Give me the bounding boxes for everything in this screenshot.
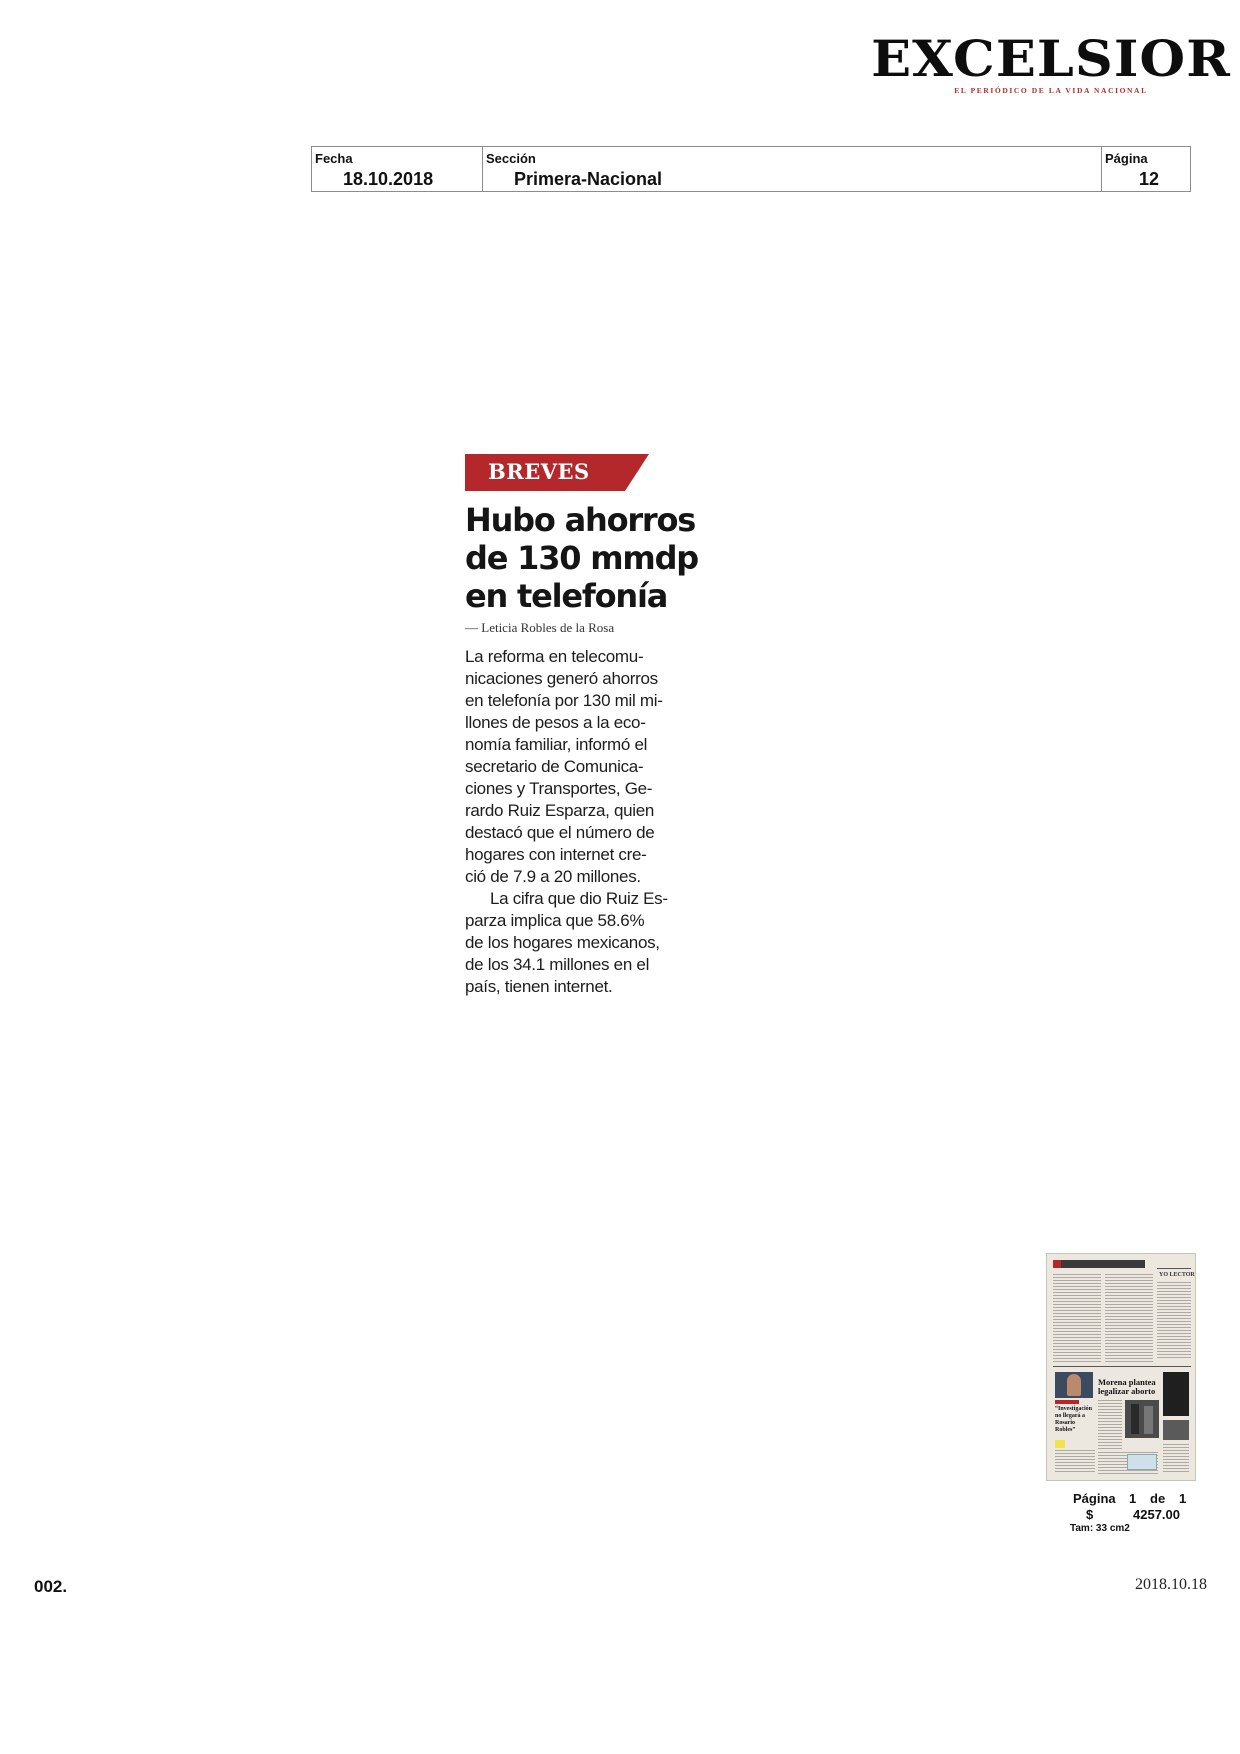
section-tag — [465, 454, 649, 491]
thumb-heading: Morena plantea legalizar aborto — [1098, 1377, 1156, 1396]
stat-size: Tam: 33 cm2 — [1070, 1523, 1130, 1534]
date-cell — [312, 147, 483, 191]
body-line: La cifra que dio Ruiz Es- — [490, 889, 668, 908]
stat-currency: $ — [1086, 1507, 1094, 1522]
body-line: en telefonía por 130 mil mi- — [465, 691, 663, 710]
thumb-column — [1163, 1444, 1189, 1474]
stat-amount-row — [1070, 1507, 1200, 1523]
stat-size-row — [1070, 1523, 1200, 1536]
body-line: de los 34.1 millones en el — [465, 955, 650, 974]
thumb-column — [1053, 1274, 1101, 1362]
thumb-column — [1105, 1274, 1153, 1362]
page-thumbnail — [1046, 1253, 1196, 1481]
thumb-tag — [1055, 1400, 1079, 1404]
thumb-photo — [1163, 1420, 1189, 1440]
stat-page-total: 1 — [1179, 1491, 1187, 1506]
thumb-page-marker — [1053, 1260, 1061, 1268]
body-line: ció de 7.9 a 20 millones. — [465, 867, 641, 886]
stat-page-row — [1070, 1491, 1200, 1507]
page-stats — [1070, 1491, 1200, 1536]
body-line: país, tienen internet. — [465, 977, 613, 996]
masthead-logo — [871, 29, 1231, 95]
body-line: destacó que el número de — [465, 823, 655, 842]
section-value: Primera-Nacional — [514, 169, 663, 189]
headline-line: de 130 mmdp — [465, 539, 698, 577]
date-value: 18.10.2018 — [343, 169, 434, 189]
page-label: Página — [1105, 151, 1148, 166]
body-line: secretario de Comunica- — [465, 757, 644, 776]
masthead-title: EXCELSIOR — [871, 29, 1231, 88]
thumb-rule — [1157, 1268, 1191, 1269]
stat-page-label: Página — [1073, 1491, 1116, 1506]
body-line: La reforma en telecomu- — [465, 647, 644, 666]
page-value: 12 — [1138, 169, 1160, 189]
body-line: nicaciones generó ahorros — [465, 669, 658, 688]
thumb-photo-figure — [1131, 1404, 1139, 1434]
date-label: Fecha — [315, 151, 353, 166]
thumb-column — [1098, 1400, 1122, 1450]
article-body — [465, 646, 700, 998]
masthead-tagline: EL PERIÓDICO DE LA VIDA NACIONAL — [954, 86, 1148, 95]
thumb-column — [1157, 1282, 1191, 1360]
byline: — Leticia Robles de la Rosa — [465, 620, 615, 635]
section-tag-label: BREVES — [488, 459, 590, 484]
body-line: de los hogares mexicanos, — [465, 933, 660, 952]
headline-line: en telefonía — [465, 577, 668, 615]
stat-page-number: 1 — [1129, 1491, 1137, 1506]
page-cell — [1102, 147, 1190, 191]
body-line: ciones y Transportes, Ge- — [465, 779, 653, 798]
thumb-photo-figure — [1067, 1374, 1081, 1396]
headline — [465, 501, 700, 615]
news-clipping — [465, 454, 700, 998]
body-line: parza implica que 58.6% — [465, 911, 645, 930]
body-line: hogares con internet cre- — [465, 845, 647, 864]
body-line: llones de pesos a la eco- — [465, 713, 646, 732]
thumb-photo-figure — [1144, 1406, 1153, 1434]
body-line: rardo Ruiz Esparza, quien — [465, 801, 655, 820]
section-cell — [483, 147, 1102, 191]
thumb-rule — [1053, 1366, 1191, 1367]
section-label: Sección — [486, 151, 536, 166]
stat-amount: 4257.00 — [1133, 1507, 1180, 1522]
stat-of-label: de — [1150, 1491, 1166, 1506]
thumb-banner — [1053, 1260, 1145, 1268]
thumb-heading: “Investigación no llegará a Rosario Robles” — [1055, 1406, 1093, 1433]
footer-date: 2018.10.18 — [1135, 1576, 1207, 1593]
thumb-column — [1055, 1450, 1095, 1474]
footer-code: 002. — [34, 1577, 68, 1596]
thumb-box — [1127, 1454, 1157, 1470]
metadata-strip — [311, 146, 1191, 192]
thumb-heading: YO LECTOR — [1159, 1272, 1195, 1278]
thumb-photo — [1163, 1372, 1189, 1416]
headline-line: Hubo ahorros — [465, 501, 696, 539]
thumb-highlight — [1055, 1440, 1065, 1448]
body-line: nomía familiar, informó el — [465, 735, 648, 754]
